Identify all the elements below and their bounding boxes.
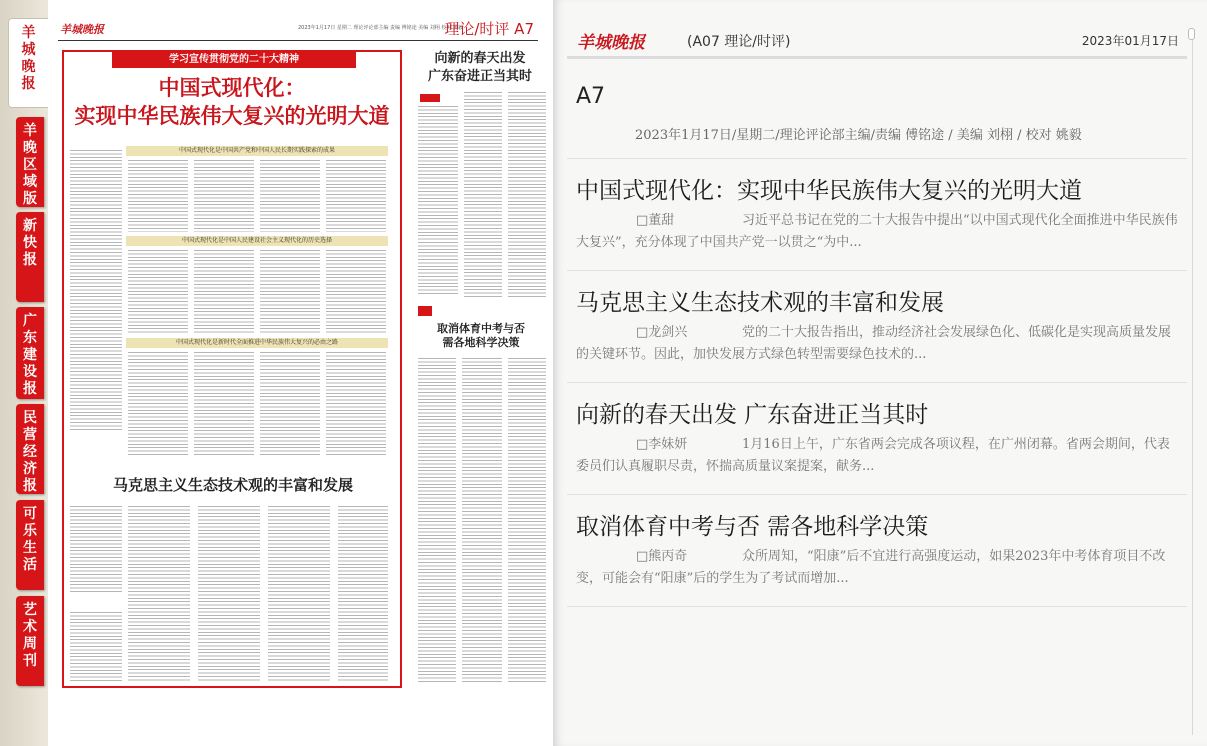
tab-construction[interactable]	[16, 307, 44, 399]
page-number: A7	[576, 84, 606, 109]
tab-label: 艺术周刊	[23, 602, 37, 669]
article-snippet-text: 党的二十大报告指出，推动经济社会发展绿色化、低碳化是实现高质量发展的关键环节。因此，加快发展方式绿色转型需要绿色技术的...	[576, 325, 1172, 362]
brand-logo: 羊城晚报	[577, 33, 645, 53]
right-headline-line-1: 向新的春天出发	[434, 51, 526, 66]
text-column	[198, 506, 260, 682]
divider	[567, 606, 1187, 607]
subhead: 中国式现代化是新时代全面推进中华民族伟大复兴的必由之路	[126, 338, 388, 348]
article-author: □龙剑兴	[636, 325, 688, 340]
text-column	[508, 92, 546, 298]
tab-art-weekly[interactable]	[16, 596, 44, 686]
right-sub-line-2: 需各地科学决策	[442, 336, 520, 349]
newspaper-page[interactable]	[48, 0, 553, 746]
article-snippet-text: 众所周知，“阳康”后不宜进行高强度运动，如果2023年中考体育项目不改变，可能会有“阳康”后的学生为了考试而增加...	[576, 549, 1166, 586]
paper-logo: 羊城晚报	[60, 23, 104, 36]
text-column	[260, 250, 320, 334]
article-author: □熊丙奇	[636, 549, 688, 564]
text-column	[70, 612, 122, 682]
text-column	[260, 352, 320, 456]
article-author: □李妹妍	[636, 437, 688, 452]
tab-cola-life[interactable]	[16, 500, 44, 590]
text-column	[418, 358, 456, 684]
headline-line-2: 实现中华民族伟大复兴的光明大道	[74, 104, 390, 128]
right-headline-line-2: 广东奋进正当其时	[427, 69, 532, 84]
text-column	[194, 160, 254, 232]
subhead: 中国式现代化是中国共产党和中国人民长期实践探索的成果	[126, 146, 388, 156]
text-column	[194, 250, 254, 334]
right-headline[interactable]	[414, 50, 546, 86]
article-title[interactable]: 取消体育中考与否 需各地科学决策	[576, 514, 929, 540]
tab-yangcheng-evening[interactable]	[8, 18, 48, 108]
text-column	[128, 250, 188, 334]
tab-xinkuai[interactable]	[16, 212, 44, 302]
tab-label: 新快报	[23, 218, 37, 268]
text-column	[260, 160, 320, 232]
panel-header	[567, 26, 1187, 59]
text-column	[128, 160, 188, 232]
page-meta: 2023年1月17日/星期二/理论评论部主编/责编 傅铭途 / 美编 刘栩 / 校对 姚毅	[635, 128, 1082, 143]
text-column	[326, 250, 386, 334]
divider	[567, 270, 1187, 271]
campaign-banner: 学习宣传贯彻党的二十大精神	[112, 52, 356, 68]
paper-dateline: 2023年1月17日 星期二 理论评论部主编 责编 傅铭途 美编 刘栩 校对 姚毅	[298, 25, 463, 31]
text-column	[128, 352, 188, 456]
article-snippet	[576, 210, 1181, 254]
publication-rail	[0, 0, 49, 746]
article-title[interactable]: 向新的春天出发 广东奋进正当其时	[576, 402, 929, 428]
lead-headline[interactable]	[66, 74, 398, 130]
tab-private-economy[interactable]	[16, 404, 44, 494]
text-column	[268, 506, 330, 682]
article-snippet	[576, 322, 1181, 366]
article-title[interactable]: 中国式现代化：实现中华民族伟大复兴的光明大道	[576, 178, 1082, 204]
article-snippet-text: 1月16日上午，广东省两会完成各项议程，在广州闭幕。省两会期间，代表委员们认真履职尽责，怀揣高质量议案提案，献务...	[576, 437, 1170, 474]
scrollbar-track[interactable]	[1192, 40, 1193, 735]
tab-regional-edition[interactable]	[16, 117, 44, 207]
text-column	[70, 506, 122, 592]
text-column	[70, 150, 122, 430]
tab-label: 羊晚区域版	[23, 123, 37, 207]
scrollbar-thumb[interactable]	[1188, 28, 1195, 40]
text-column	[194, 352, 254, 456]
text-column	[464, 92, 502, 298]
article-title[interactable]: 马克思主义生态技术观的丰富和发展	[576, 290, 944, 316]
column-tag	[420, 94, 440, 102]
article-snippet	[576, 546, 1181, 590]
subhead: 中国式现代化是中国人民建设社会主义现代化的历史选择	[126, 236, 388, 246]
article-snippet	[576, 434, 1181, 478]
text-column	[508, 358, 546, 684]
tab-label: 可乐生活	[23, 506, 37, 573]
issue-date: 2023年01月17日	[1081, 34, 1179, 48]
right-sub-line-1: 取消体育中考与否	[437, 322, 525, 335]
article-snippet-text: 习近平总书记在党的二十大报告中提出“以中国式现代化全面推进中华民族伟大复兴”，充分体现了中国共产党一以贯之“为中...	[576, 213, 1178, 250]
text-column	[128, 506, 190, 682]
tab-label: 羊城晚报	[21, 25, 36, 92]
article-list-panel	[553, 0, 1207, 746]
headline-line-1: 中国式现代化：	[158, 76, 306, 100]
column-tag	[418, 306, 432, 316]
text-column	[462, 358, 502, 684]
text-column	[326, 352, 386, 456]
right-subheadline[interactable]	[416, 322, 546, 350]
section-label: (A07 理论/时评)	[687, 34, 791, 50]
divider	[567, 158, 1187, 159]
divider	[567, 494, 1187, 495]
article-author: □董甜	[636, 213, 675, 228]
tab-label: 广东建设报	[23, 313, 37, 397]
text-column	[338, 506, 388, 682]
text-column	[326, 160, 386, 232]
paper-section-label: 理论/时评 A7	[444, 20, 534, 38]
divider	[567, 382, 1187, 383]
text-column	[418, 106, 458, 296]
paper-masthead	[58, 18, 538, 41]
second-headline[interactable]: 马克思主义生态技术观的丰富和发展	[112, 476, 353, 494]
tab-label: 民营经济报	[23, 410, 37, 494]
